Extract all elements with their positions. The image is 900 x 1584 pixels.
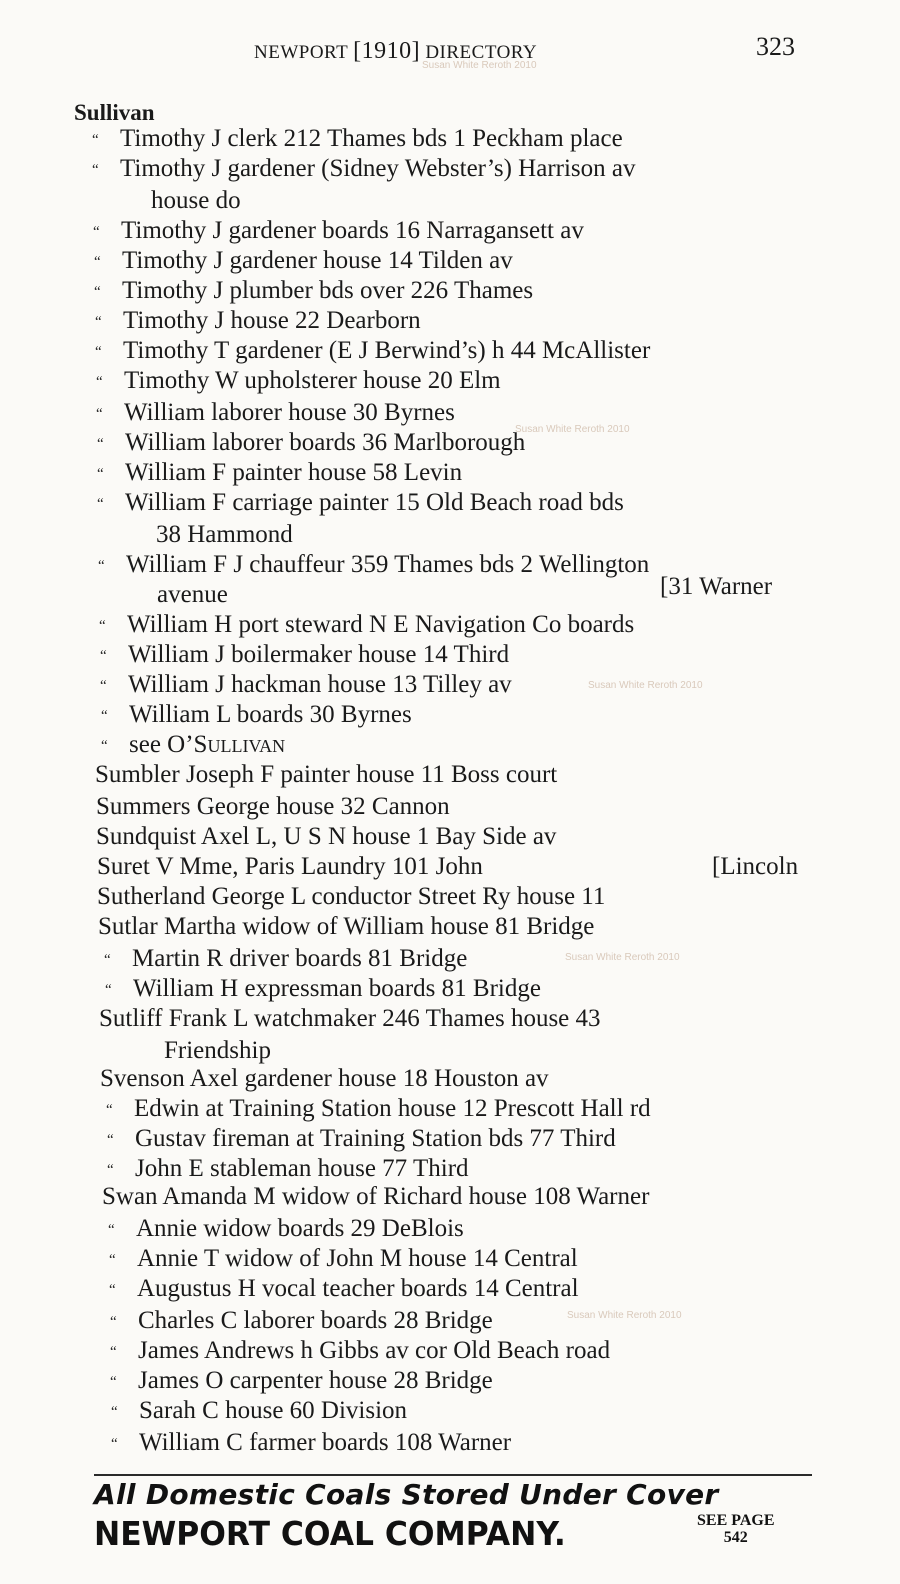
directory-entry xyxy=(94,246,513,277)
entry-text: Timothy J gardener (Sidney Webster’s) Harrison av xyxy=(120,155,636,182)
directory-entry xyxy=(109,1274,579,1305)
running-head-word: DIRECTORY xyxy=(425,42,538,63)
ditto-mark: “ xyxy=(98,558,105,575)
ditto-mark: “ xyxy=(110,1344,117,1361)
entry-text: Edwin at Training Station house 12 Prescott Hall rd xyxy=(134,1095,651,1122)
page-number: 323 xyxy=(756,32,795,61)
entry-text: house do xyxy=(151,187,241,214)
entry-text: James O carpenter house 28 Bridge xyxy=(138,1367,493,1394)
ditto-mark: “ xyxy=(96,374,103,391)
entry-text: see xyxy=(129,731,161,758)
watermark: Susan White Reroth 2010 xyxy=(588,680,703,691)
ditto-mark: “ xyxy=(109,1282,116,1299)
ditto-mark: “ xyxy=(95,314,102,331)
entry-text: Timothy J plumber bds over 226 Thames xyxy=(122,277,534,304)
entry-text: Sutherland George L conductor Street Ry house 11 xyxy=(97,883,606,910)
directory-entry xyxy=(107,1154,469,1185)
directory-entry xyxy=(110,1336,610,1367)
entry-text: William F J chauffeur 359 Thames bds 2 Wellington xyxy=(126,551,650,578)
cross-reference: O’Sullivan xyxy=(167,731,286,758)
entry-text: Summers George house 32 Cannon xyxy=(96,793,450,820)
entry-text: Suret V Mme, Paris Laundry 101 John xyxy=(97,853,483,880)
entry-text: Gustav fireman at Training Station bds 77 Third xyxy=(135,1125,616,1152)
directory-entry xyxy=(101,730,285,761)
directory-entry xyxy=(99,610,634,641)
directory-entry xyxy=(97,458,462,489)
directory-entry xyxy=(95,760,557,790)
directory-entry xyxy=(97,428,525,459)
directory-entry xyxy=(97,882,605,912)
entry-text: John E stableman house 77 Third xyxy=(135,1155,469,1182)
ditto-mark: “ xyxy=(100,648,107,665)
watermark: Susan White Reroth 2010 xyxy=(565,952,680,963)
directory-entry xyxy=(108,1214,464,1245)
entry-text: Sarah C house 60 Division xyxy=(139,1397,408,1424)
directory-entry xyxy=(96,366,501,397)
entry-overflow-text: [Lincoln xyxy=(712,853,799,880)
directory-entry xyxy=(111,1396,407,1427)
ditto-mark: “ xyxy=(107,1162,114,1179)
entry-text: Timothy J house 22 Dearborn xyxy=(123,307,421,334)
entry-text: William J boilermaker house 14 Third xyxy=(128,641,510,668)
directory-entry xyxy=(96,792,450,822)
ad-tagline: All Domestic Coals Stored Under Cover xyxy=(94,1478,719,1511)
watermark: Susan White Reroth 2010 xyxy=(422,60,537,71)
entry-text: Martin R driver boards 81 Bridge xyxy=(132,945,468,972)
divider-rule xyxy=(94,1474,812,1476)
ditto-mark: “ xyxy=(101,738,108,755)
directory-entry xyxy=(98,550,649,581)
directory-entry xyxy=(111,1428,511,1459)
ditto-mark: “ xyxy=(100,678,107,695)
ditto-mark: “ xyxy=(109,1252,116,1269)
entry-text: William F painter house 58 Levin xyxy=(125,459,463,486)
entry-text: avenue xyxy=(157,581,228,608)
ditto-mark: “ xyxy=(107,1132,114,1149)
entry-text: Svenson Axel gardener house 18 Houston av xyxy=(100,1065,549,1092)
directory-entry xyxy=(105,974,541,1005)
directory-entry xyxy=(100,670,512,701)
entry-text: Timothy J gardener boards 16 Narragansett av xyxy=(121,217,584,244)
ditto-mark: “ xyxy=(94,284,101,301)
see-page-label: SEE PAGE xyxy=(697,1512,775,1529)
directory-entry xyxy=(98,912,594,942)
running-head-town: NEWPORT xyxy=(254,42,348,63)
see-page-number: 542 xyxy=(723,1529,748,1546)
directory-entry xyxy=(156,520,293,550)
ditto-mark: “ xyxy=(111,1404,118,1421)
entry-text: William H expressman boards 81 Bridge xyxy=(133,975,541,1002)
entry-text: William F carriage painter 15 Old Beach road bds xyxy=(125,489,624,516)
ditto-mark: “ xyxy=(105,982,112,999)
entry-text: Friendship xyxy=(164,1037,271,1064)
running-head-year: [1910] xyxy=(353,38,421,64)
entry-text: Timothy J clerk 212 Thames bds 1 Peckham place xyxy=(120,125,623,152)
directory-entry xyxy=(106,1094,651,1125)
directory-entry xyxy=(102,1182,649,1212)
entry-text: William C farmer boards 108 Warner xyxy=(139,1429,512,1456)
entry-text: Annie T widow of John M house 14 Central xyxy=(137,1245,578,1272)
directory-entry xyxy=(101,700,412,731)
directory-entry xyxy=(109,1244,578,1275)
ditto-mark: “ xyxy=(111,1436,118,1453)
entry-text: Timothy J gardener house 14 Tilden av xyxy=(122,247,513,274)
directory-entry xyxy=(95,336,650,367)
entry-text: Charles C laborer boards 28 Bridge xyxy=(138,1307,493,1334)
entry-text: Timothy W upholsterer house 20 Elm xyxy=(124,367,501,394)
directory-entry xyxy=(92,154,636,185)
directory-entry xyxy=(94,276,533,307)
directory-entry xyxy=(110,1306,493,1337)
directory-entry xyxy=(151,186,241,216)
entry-text: James Andrews h Gibbs av cor Old Beach road xyxy=(138,1337,611,1364)
entry-text: Sumbler Joseph F painter house 11 Boss court xyxy=(95,761,558,788)
ditto-mark: “ xyxy=(96,406,103,423)
directory-entry xyxy=(157,580,228,610)
ditto-mark: “ xyxy=(99,618,106,635)
ditto-mark: “ xyxy=(92,132,99,149)
entry-text: William J hackman house 13 Tilley av xyxy=(128,671,512,698)
ditto-mark: “ xyxy=(97,496,104,513)
directory-entry xyxy=(104,944,467,975)
directory-entry xyxy=(99,1004,601,1034)
ditto-mark: “ xyxy=(104,952,111,969)
directory-entry xyxy=(96,822,556,852)
entry-text: Sutlar Martha widow of William house 81 Bridge xyxy=(98,913,595,940)
ditto-mark: “ xyxy=(95,344,102,361)
entry-text: Sundquist Axel L, U S N house 1 Bay Side av xyxy=(96,823,557,850)
directory-entry xyxy=(164,1036,271,1066)
ad-see-page xyxy=(697,1512,775,1546)
ad-company-name: NEWPORT COAL COMPANY. xyxy=(94,1514,566,1553)
directory-entry xyxy=(100,1064,549,1094)
entry-text: Augustus H vocal teacher boards 14 Central xyxy=(137,1275,579,1302)
ditto-mark: “ xyxy=(110,1374,117,1391)
ditto-mark: “ xyxy=(93,224,100,241)
ditto-mark: “ xyxy=(97,436,104,453)
ditto-mark: “ xyxy=(101,708,108,725)
directory-entry xyxy=(110,1366,493,1397)
directory-entry xyxy=(97,488,624,519)
watermark: Susan White Reroth 2010 xyxy=(567,1310,682,1321)
directory-entry xyxy=(93,216,584,247)
directory-entry xyxy=(97,852,483,882)
ditto-mark: “ xyxy=(97,466,104,483)
directory-entry xyxy=(95,306,421,337)
entry-text: William L boards 30 Byrnes xyxy=(129,701,412,728)
ditto-mark: “ xyxy=(110,1314,117,1331)
entry-text: Sutliff Frank L watchmaker 246 Thames house 43 xyxy=(99,1005,601,1032)
entry-text: Annie widow boards 29 DeBlois xyxy=(136,1215,464,1242)
surname-heading: Sullivan xyxy=(74,100,155,125)
entry-text: Timothy T gardener (E J Berwind’s) h 44 McAllister xyxy=(123,337,651,364)
watermark: Susan White Reroth 2010 xyxy=(515,424,630,435)
directory-entry xyxy=(107,1124,616,1155)
entry-text: Swan Amanda M widow of Richard house 108 Warner xyxy=(102,1183,650,1210)
directory-entry xyxy=(92,124,623,155)
ditto-mark: “ xyxy=(108,1222,115,1239)
entry-text: William laborer house 30 Byrnes xyxy=(124,399,455,426)
entry-text: William laborer boards 36 Marlborough xyxy=(125,429,526,456)
entry-text: William H port steward N E Navigation Co boards xyxy=(127,611,635,638)
ditto-mark: “ xyxy=(94,254,101,271)
directory-entry xyxy=(96,398,455,429)
entry-text: 38 Hammond xyxy=(156,521,293,548)
entry-overflow-text: [31 Warner xyxy=(660,573,773,600)
ditto-mark: “ xyxy=(106,1102,113,1119)
directory-entry xyxy=(100,640,509,671)
ditto-mark: “ xyxy=(92,162,99,179)
